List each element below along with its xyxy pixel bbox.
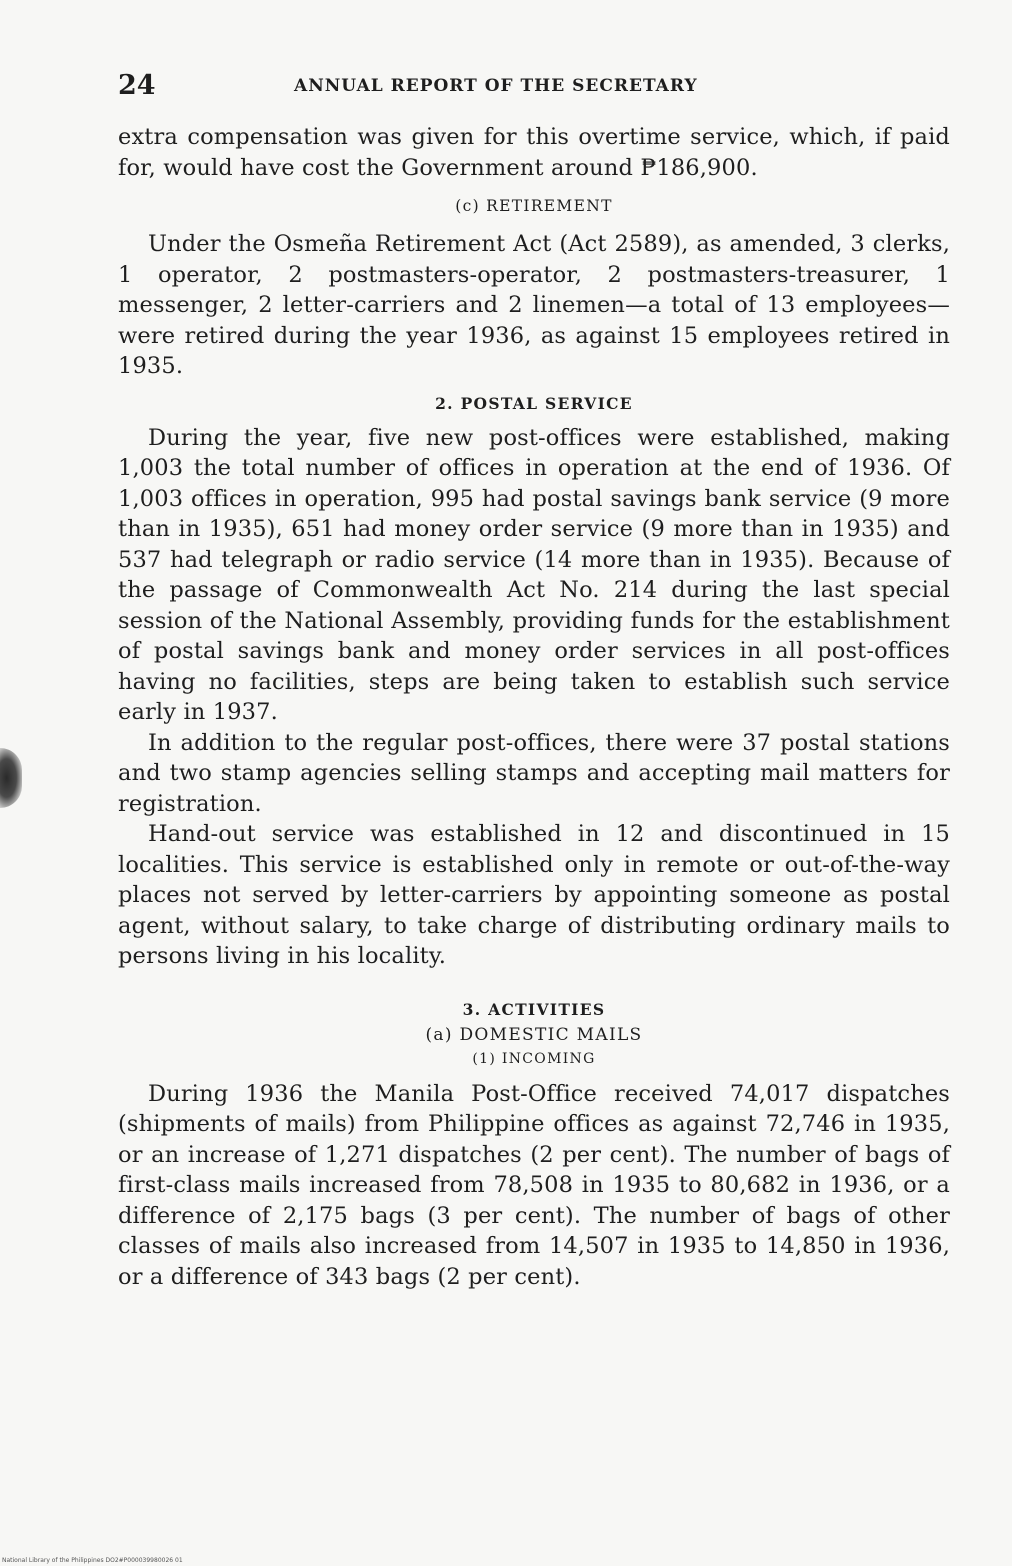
heading-activities: 3. ACTIVITIES: [462, 999, 606, 1019]
paragraph-incoming-mails: During 1936 the Manila Post-Office received 74,017 dispatches (shipments of mails) from Philippine offices as against 72,746 in 1935, or an increase of 1,271 dispatches (2 per cent). The number of bags of first-class mails increased from 78,508 in 1935 to 80,682 in 1936, or a difference of 2,175 bags (3 per cent). The number of bags of other classes of mails also increased from 14,507 in 1935 to 14,850 in 1936, or a difference of 343 bags (2 per cent).: [118, 1080, 950, 1290]
heading-incoming: (1) INCOMING: [472, 1050, 596, 1067]
paragraph-postal-stations: In addition to the regular post-offices, there were 37 postal stations and two stamp agencies selling stamps and accepting mail matters for registration.: [118, 729, 950, 817]
heading-domestic-mails: (a) DOMESTIC MAILS: [425, 1024, 643, 1045]
footer-watermark: National Library of the Philippines DO2#P000039980026 01: [2, 1557, 183, 1564]
header-title: ANNUAL REPORT OF THE SECRETARY: [294, 76, 698, 96]
page-number: 24: [118, 70, 156, 101]
paragraph-post-offices: During the year, five new post-offices were established, making 1,003 the total number of offices in operation at the end of 1936. Of 1,003 offices in operation, 995 had postal savings bank service (9 more than in 1935), 651 had money order service (9 more than in 1935) and 537 had telegraph or radio service (14 more than in 1935). Because of the passage of Commonwealth Act No. 214 during the last special session of the National Assembly, providing funds for the establishment of postal savings bank and money order services in all post-offices having no facilities, steps are being taken to establish such service early in 1937.: [118, 424, 950, 725]
paragraph-hand-out-service: Hand-out service was established in 12 and discontinued in 15 localities. This service is established only in remote or out-of-the-way places not served by letter-carriers by appointing someone as postal agent, without salary, to take charge of distributing ordinary mails to persons living in his locality.: [118, 821, 950, 969]
paragraph-overtime: extra compensation was given for this overtime service, which, if paid for, would have cost the Government around ₱186,900.: [118, 124, 950, 181]
page-body: [118, 66, 950, 1292]
paragraph-retirement: Under the Osmeña Retirement Act (Act 2589), as amended, 3 clerks, 1 operator, 2 postmasters-operator, 2 postmasters-treasurer, 1 messenger, 2 letter-carriers and 2 linemen—a total of 13 employees—were retired during the year 1936, as against 15 employees retired in 1935.: [118, 231, 950, 379]
running-head: [118, 66, 950, 106]
heading-retirement: (c) RETIREMENT: [455, 197, 613, 215]
scan-shadow: [0, 748, 22, 808]
heading-postal-service: 2. POSTAL SERVICE: [435, 393, 633, 413]
